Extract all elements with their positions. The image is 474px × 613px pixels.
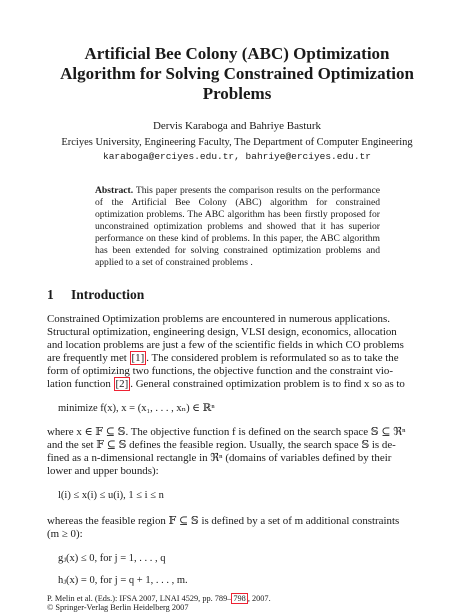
body-line: form of optimizing two functions, the objective function and the constraint vio- [47, 365, 394, 377]
page-link[interactable]: 798 [233, 594, 246, 603]
body-text: . The considered problem is reformulated so as to take the [146, 352, 399, 364]
footer-text: P. Melin et al. (Eds.): IFSA 2007, LNAI 4529, pp. 789– [47, 594, 232, 603]
body-text: lation function [47, 378, 114, 390]
body-line: and location problems are just a few of the scientific fields in which CO problems [47, 339, 404, 351]
citation-link-2[interactable]: [2] [115, 378, 129, 390]
abstract-heading: Abstract. [95, 185, 134, 196]
body-line: lower and upper bounds): [47, 465, 159, 477]
body-line [47, 352, 399, 365]
footer-copyright: © Springer-Verlag Berlin Heidelberg 2007 [47, 603, 189, 612]
equation-minimize: minimize f(x), x = (x₁, . . . , xₙ) ∈ ℝⁿ [58, 403, 215, 414]
section-title: Introduction [71, 287, 145, 302]
body-line: Constrained Optimization problems are encountered in numerous applications. [47, 313, 390, 325]
paper-title-line-3: Problems [202, 84, 272, 103]
body-line: and the set 𝔽 ⊆ 𝕊 defines the feasible region. Usually, the search space 𝕊 is de- [47, 439, 396, 451]
citation-link-1[interactable]: [1] [131, 352, 145, 364]
equation-equality-constraints: hⱼ(x) = 0, for j = q + 1, . . . , m. [58, 575, 188, 586]
body-line [47, 378, 405, 391]
body-text: . General constrained optimization problem is to find x so as to [130, 378, 405, 390]
paper-title-line-2: Algorithm for Solving Constrained Optimization [60, 64, 414, 83]
author-emails: karaboga@erciyes.edu.tr, bahriye@erciyes.edu.tr [103, 151, 371, 162]
section-heading [47, 287, 144, 303]
section-number: 1 [47, 287, 54, 302]
footer-text: , 2007. [247, 594, 271, 603]
body-text: are frequently met [47, 352, 130, 364]
body-line: (m ≥ 0): [47, 528, 83, 540]
footer-citation [47, 594, 271, 603]
authors: Dervis Karaboga and Bahriye Basturk [152, 120, 321, 132]
abstract [95, 185, 380, 269]
body-line: Structural optimization, engineering design, VLSI design, economics, allocation [47, 326, 397, 338]
affiliation: Erciyes University, Engineering Faculty, The Department of Computer Engineering [61, 137, 413, 148]
paper-title-line-1: Artificial Bee Colony (ABC) Optimization [84, 44, 390, 63]
body-line: where x ∈ 𝔽 ⊆ 𝕊. The objective function f is defined on the search space 𝕊 ⊆ ℜⁿ [47, 426, 406, 438]
equation-inequality-constraints: gⱼ(x) ≤ 0, for j = 1, . . . , q [58, 553, 166, 564]
body-line: whereas the feasible region 𝔽 ⊆ 𝕊 is defined by a set of m additional constraints [47, 515, 400, 527]
equation-bounds: l(i) ≤ x(i) ≤ u(i), 1 ≤ i ≤ n [58, 490, 164, 501]
abstract-text: This paper presents the comparison results on the performance of the Artificial Bee Colony (ABC) algorithm for constrained optimization problems. The ABC algorithm has been firstly proposed for unconstrained optimization problems and showed that it has superior performance on these kind of problems. In this paper, the ABC algorithm has been extended for solving constrained optimization problems and applied to a set of constrained problems . [95, 185, 380, 268]
body-line: fined as a n-dimensional rectangle in ℜⁿ (domains of variables defined by their [47, 452, 392, 464]
